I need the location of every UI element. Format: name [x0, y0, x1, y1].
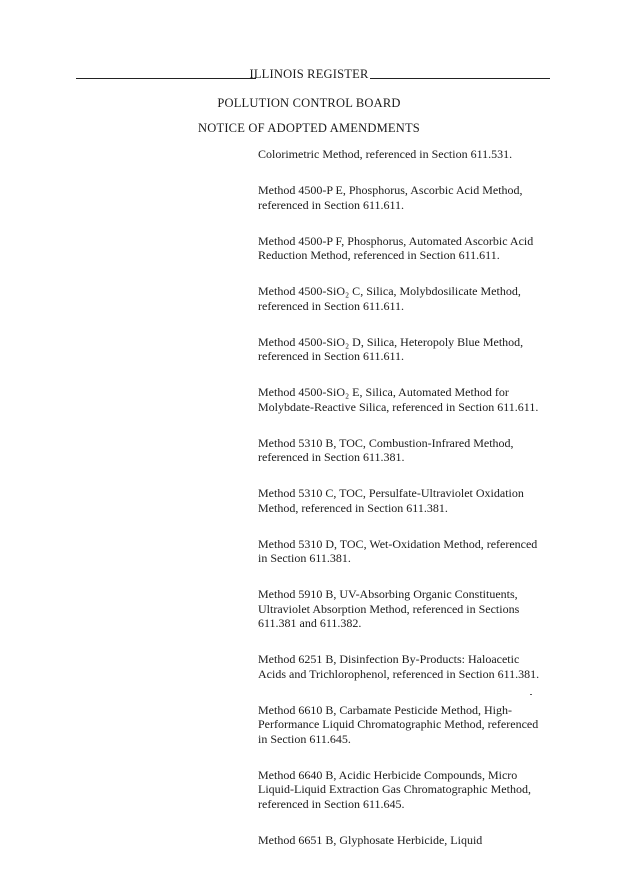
method-entry-line: in Section 611.645. — [258, 731, 351, 746]
method-entry-line: Reduction Method, referenced in Section 611.611. — [258, 248, 500, 262]
method-entry-line: in Section 611.381. — [258, 551, 351, 565]
method-entry — [258, 335, 550, 364]
method-entry — [258, 183, 550, 212]
method-entry — [258, 703, 550, 747]
method-entry-line: Method 4500-SiO₂ C, Silica, Molybdosilicate Method, — [258, 284, 521, 298]
method-entry-line: Liquid-Liquid Extraction Gas Chromatographic Method, — [258, 782, 531, 796]
scan-speck — [530, 694, 532, 695]
method-entry — [258, 147, 550, 162]
method-entry — [258, 486, 550, 515]
method-entry — [258, 385, 550, 414]
method-entry-line: Method 6251 B, Disinfection By-Products: Haloacetic — [258, 652, 520, 666]
method-entry-line: referenced in Section 611.645. — [258, 796, 405, 811]
method-entry-line: referenced in Section 611.611. — [258, 349, 405, 363]
method-entry-line: Ultraviolet Absorption Method, referenced in Sections — [258, 601, 520, 616]
method-entry-line: referenced in Section 611.611. — [258, 197, 405, 212]
method-entry-line: referenced in Section 611.611. — [258, 298, 405, 313]
method-entry — [258, 234, 550, 263]
method-entry-line: Method 5310 D, TOC, Wet-Oxidation Method, referenced — [258, 536, 538, 551]
method-entry-line: Acids and Trichlorophenol, referenced in Section 611.381. — [258, 666, 540, 681]
method-entry — [258, 284, 550, 313]
method-entry-line: referenced in Section 611.381. — [258, 450, 405, 464]
method-entry — [258, 652, 550, 681]
method-entry-line: Method 5310 C, TOC, Persulfate-Ultraviolet Oxidation — [258, 486, 524, 500]
method-entry — [258, 436, 550, 465]
method-list — [258, 147, 550, 869]
method-entry-line: Performance Liquid Chromatographic Method, referenced — [258, 717, 539, 731]
method-entry-line: Molybdate-Reactive Silica, referenced in Section 611.611. — [258, 399, 539, 414]
method-entry-line: Method 6640 B, Acidic Herbicide Compounds, Micro — [258, 767, 518, 782]
method-entry-line: Colorimetric Method, referenced in Section 611.531. — [258, 147, 513, 161]
method-entry-line: Method 4500-P E, Phosphorus, Ascorbic Acid Method, — [258, 183, 523, 197]
register-title: ILLINOIS REGISTER — [249, 67, 369, 81]
method-entry-line: Method 4500-SiO₂ E, Silica, Automated Method for — [258, 385, 509, 399]
method-entry — [258, 537, 550, 566]
method-entry-line: Method 5910 B, UV-Absorbing Organic Constituents, — [258, 587, 518, 601]
method-entry — [258, 768, 550, 812]
notice-title: NOTICE OF ADOPTED AMENDMENTS — [198, 121, 420, 135]
method-entry-line: 611.381 and 611.382. — [258, 616, 362, 630]
method-entry-line: Method 4500-P F, Phosphorus, Automated Ascorbic Acid — [258, 233, 534, 248]
method-entry — [258, 587, 550, 631]
method-entry-line: Method, referenced in Section 611.381. — [258, 500, 448, 515]
method-entry-line: Method 4500-SiO₂ D, Silica, Heteropoly Blue Method, — [258, 334, 524, 349]
board-title: POLLUTION CONTROL BOARD — [217, 96, 401, 110]
method-entry-line: Method 5310 B, TOC, Combustion-Infrared Method, — [258, 435, 514, 450]
method-entry — [258, 833, 550, 848]
method-entry-line: Method 6610 B, Carbamate Pesticide Method, High- — [258, 702, 512, 717]
method-entry-line: Method 6651 B, Glyphosate Herbicide, Liquid — [258, 832, 483, 847]
